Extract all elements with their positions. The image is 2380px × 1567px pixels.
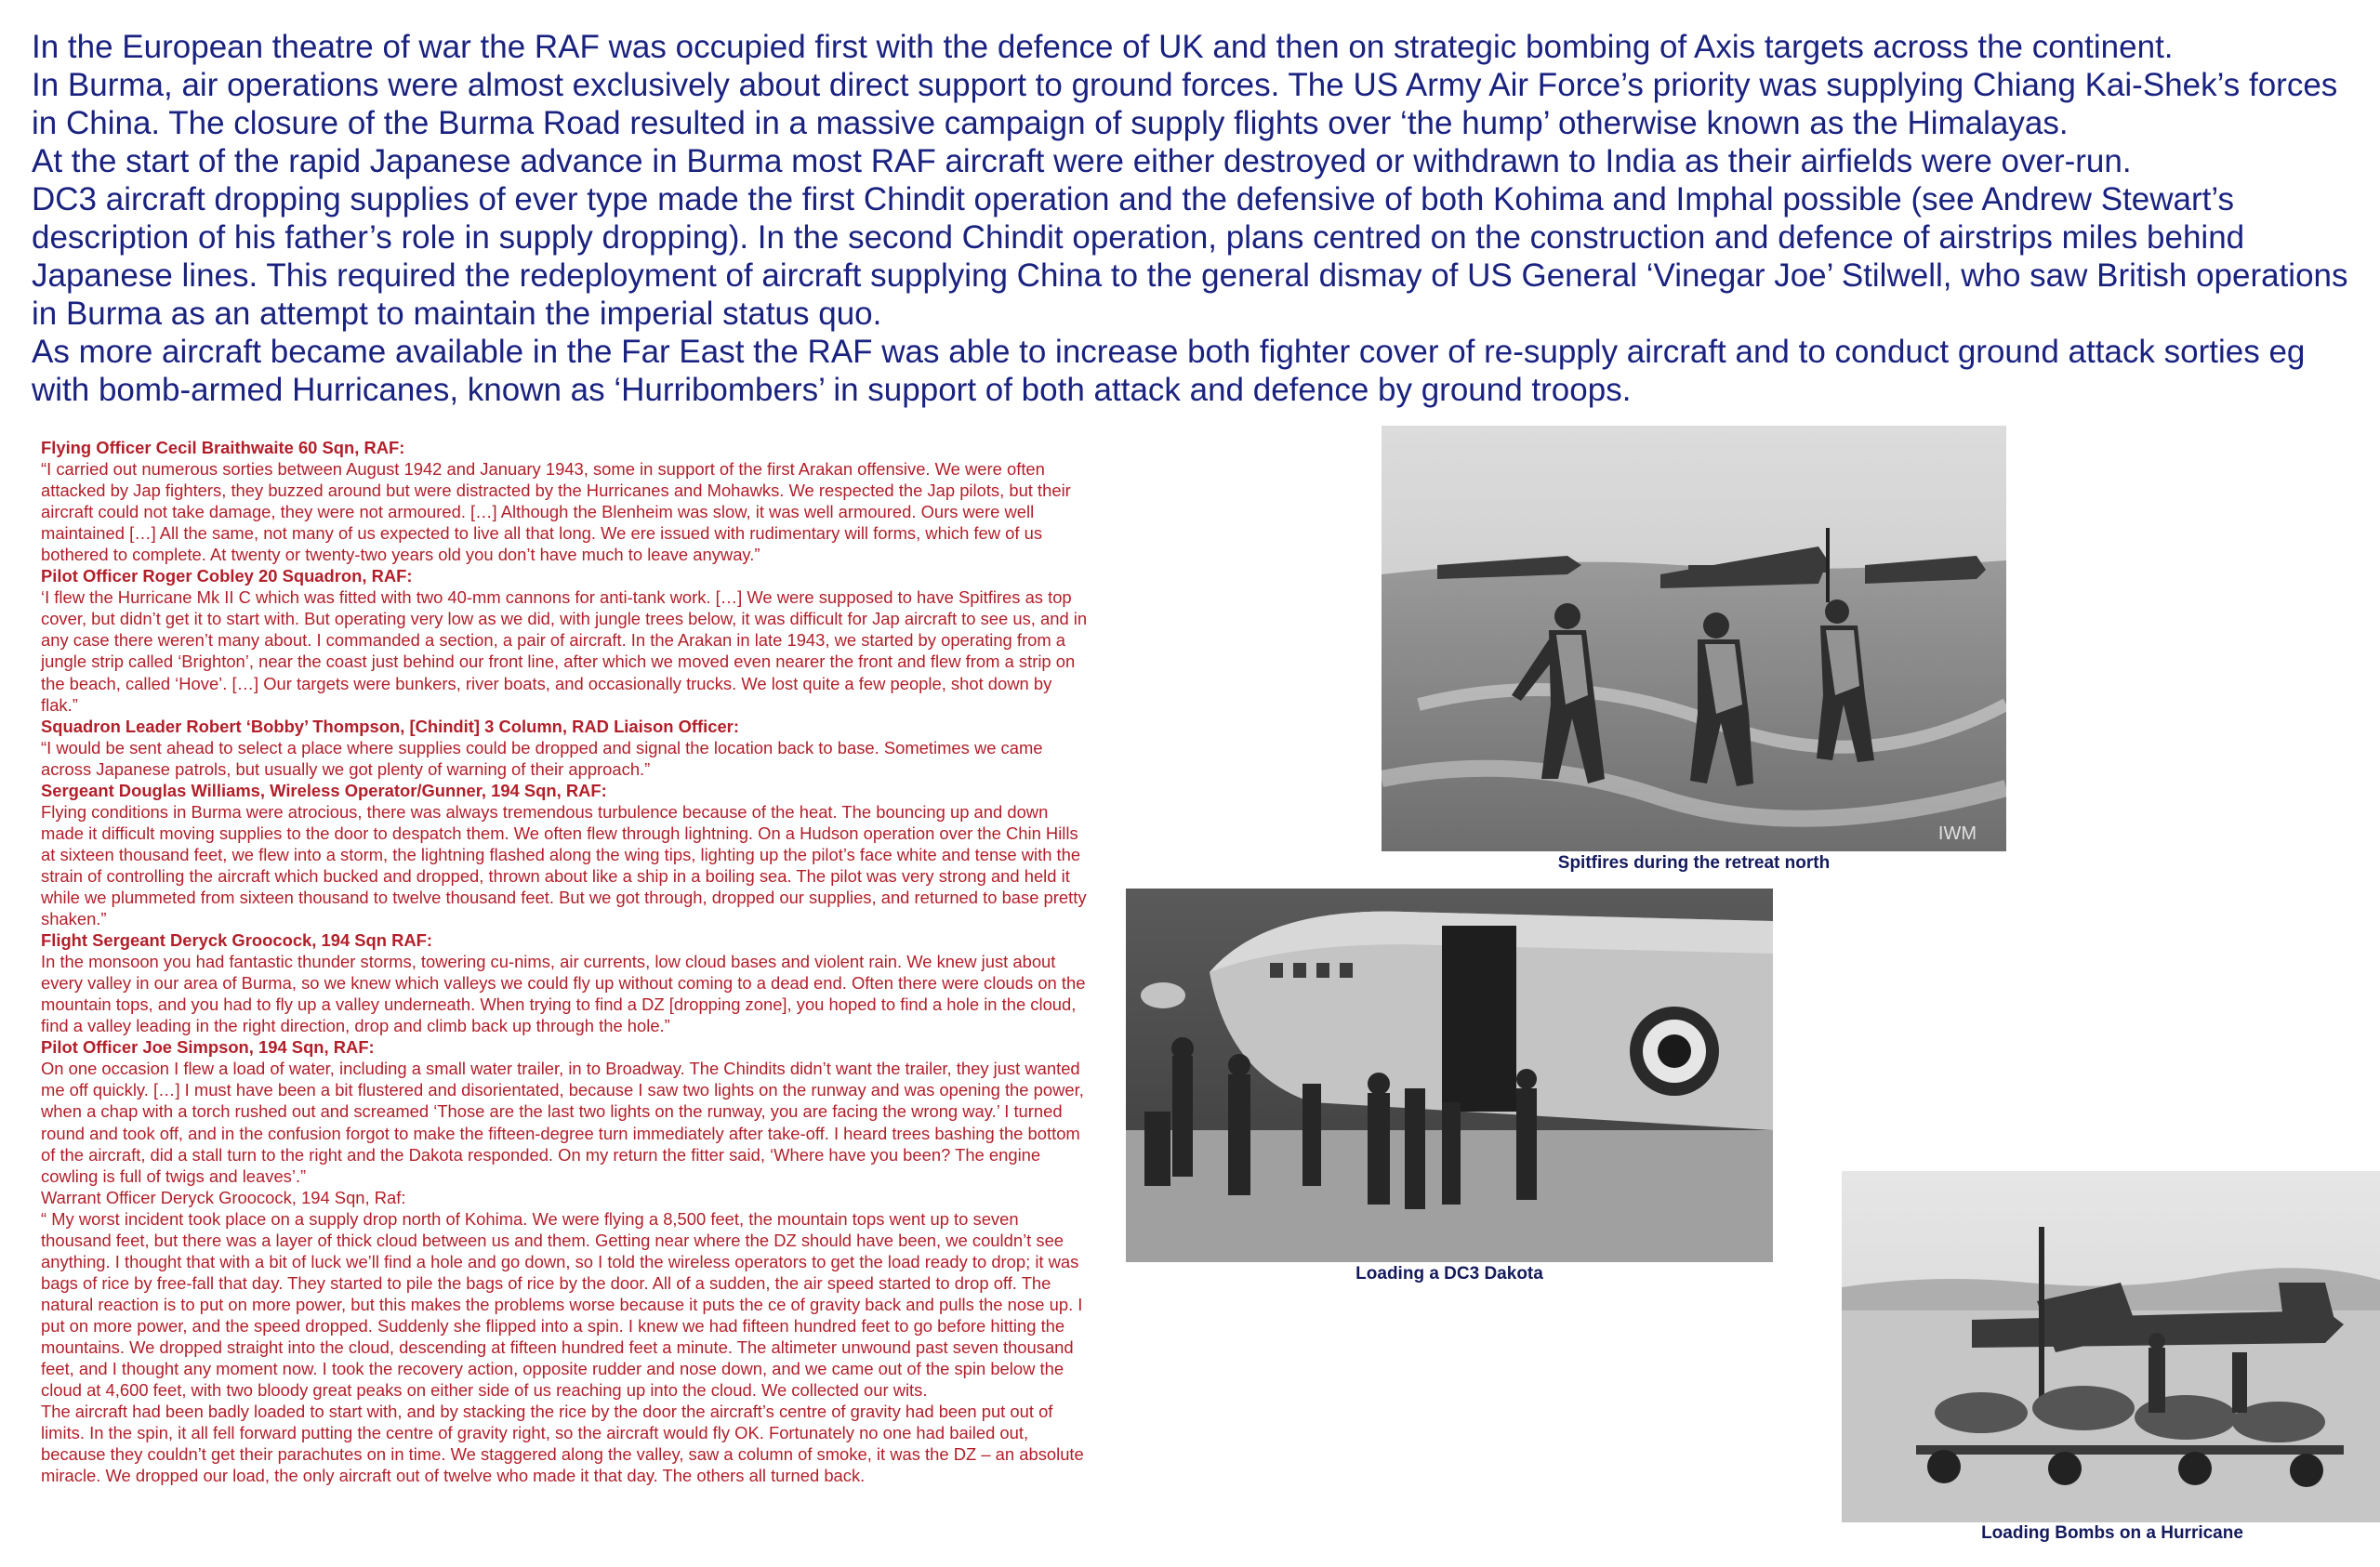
spitfires-photo bbox=[1382, 426, 2006, 851]
quote-speaker: Warrant Officer Deryck Groocock, 194 Sqn, Raf: bbox=[41, 1187, 406, 1207]
intro-paragraph: In Burma, air operations were almost exclusively about direct support to ground forces. The US Army Air Force’s priority was supplying Chiang Kai-Shek’s forces in China. The closure of the Burma Road resulted in a massive campaign of supply flights over ‘the hump’ otherwise known as the Himalayas. bbox=[32, 67, 2338, 141]
quote-speaker: Flight Sergeant Deryck Groocock, 194 Sqn RAF: bbox=[41, 930, 433, 951]
quote-text: “I would be sent ahead to select a place where supplies could be dropped and signal the location back to base. Sometimes we came across Japanese patrols, but usually we got plenty of warning of their approach.” bbox=[41, 737, 1043, 779]
veteran-quotes bbox=[41, 437, 1091, 1486]
spitfires-caption: Spitfires during the retreat north bbox=[1557, 853, 1831, 873]
quote-text: ‘I flew the Hurricane Mk II C which was fitted with two 40-mm cannons for anti-tank work. […] We were supposed to have Spitfires as top cover, but didn’t get it to start with. But operating very low as we did, with jungle trees below, it was difficult for Jap aircraft to see us, and in any case there weren’t many about. I commanded a section, a pair of aircraft. In the Arakan in late 1943, we started by operating from a jungle strip called ‘Brighton’, near the coast just behind our front line, after which we moved even nearer the front and flew from a strip on the beach, called ‘Hove’. […] Our targets were bunkers, river boats, and occasionally trucks. We lost quite a few people, shot down by flak.” bbox=[41, 587, 1088, 715]
quote-speaker: Sergeant Douglas Williams, Wireless Operator/Gunner, 194 Sqn, RAF: bbox=[41, 780, 607, 800]
quote-text: “ My worst incident took place on a supply drop north of Kohima. We were flying a 8,500 feet, the mountain tops went up to seven thousand feet, but there was a layer of thick cloud between us and them. Getting near where the DZ should have been, we couldn’t see anything. I thought that with a bit of luck we’ll find a hole and go down, so I told the wireless operators to get the load ready to drop; it was bags of rice by free-fall that day. They started to pile the bags of rice by the door. All of a sudden, the air speed started to drop off. The natural reaction is to put on more power, but this makes the problems worse because it puts the ce of gravity back and pulls the nose up. I put on more power, and the speed dropped. Suddenly she flipped into a spin. I knew we had fifteen hundred feet to go before hitting the mountains. We dropped straight into the cloud, descending at fifteen hundred feet a minute. The altimeter unwound past seven thousand feet, and I thought any moment now. I took the recovery action, opposite rudder and nose down, and we came out of the spin below the cloud at 4,600 feet, with two bloody great peaks on either side of us reaching up into the cloud. We collected our wits. bbox=[41, 1208, 1083, 1401]
quote-text: The aircraft had been badly loaded to start with, and by stacking the rice by the door the aircraft’s centre of gravity had been put out of limits. In the spin, it all fell forward putting the centre of gravity right, so the aircraft would fly OK. Fortunately no one had bailed out, because they couldn’t get their parachutes on in time. We staggered along the valley, saw a column of smoke, it was the DZ – an absolute miracle. We dropped our load, the only aircraft out of twelve who made it that day. The others all turned back. bbox=[41, 1402, 1084, 1486]
quote-text: In the monsoon you had fantastic thunder storms, towering cu-nims, air currents, low cloud bases and violent rain. We knew just about every valley in our area of Burma, so we knew which valleys we could fly up without coming to a dead end. Often there were clouds on the mountain tops, and you had to fly up a valley underneath. When trying to find a DZ [dropping zone], you hoped to find a hole in the cloud, find a valley leading in the right direction, drop and climb back up through the hole.” bbox=[41, 952, 1086, 1036]
dakota-photo bbox=[1126, 889, 1773, 1262]
iwm-watermark: IWM bbox=[1937, 823, 1977, 844]
quote-text: Flying conditions in Burma were atrocious, there was always tremendous turbulence because of the heat. The bouncing up and down made it difficult moving supplies to the door to despatch them. We often flew through lightning. On a Hudson operation over the Chin Hills at sixteen thousand feet, we flew into a storm, the lightning flashed along the wing tips, lighting up the pilot’s face white and tense with the strain of controlling the aircraft which bucked and dropped, thrown about like a ship in a boiling sea. The pilot was very strong and held it while we plummeted from sixteen thousand to twelve thousand feet. But we got through, dropped our supplies, and returned to base pretty shaken.” bbox=[41, 801, 1087, 929]
quote-speaker: Pilot Officer Roger Cobley 20 Squadron, RAF: bbox=[41, 566, 413, 586]
quote-text: On one occasion I flew a load of water, including a small water trailer, in to Broadway. The Chindits didn’t want the trailer, they just wanted me off quickly. […] I must have been a bit flustered and disorientated, because I saw two lights on the runway and was opening the power, when a chap with a torch rushed out and screamed ‘Those are the last two lights on the runway, you are facing the wrong way.’ I turned round and took off, and in the confusion forgot to make the fifteen-degree turn immediately after take-off. I heard trees bashing the bottom of the aircraft, did a stall turn to the right and the Dakota responded. On my return the fitter said, ‘Where have you been? The engine cowling is full of twigs and leaves’.” bbox=[41, 1059, 1084, 1186]
intro-paragraph: At the start of the rapid Japanese advance in Burma most RAF aircraft were either destroyed or withdrawn to India as their airfields were over-run. bbox=[32, 143, 2132, 179]
intro-paragraph: DC3 aircraft dropping supplies of ever type made the first Chindit operation and the defensive of both Kohima and Imphal possible (see Andrew Stewart’s description of his father’s role in supply dropping). In the second Chindit operation, plans centred on the construction and defence of airstrips miles behind Japanese lines. This required the redeployment of aircraft supplying China to the general dismay of US General ‘Vinegar Joe’ Stilwell, who saw British operations in Burma as an attempt to maintain the imperial status quo. bbox=[32, 181, 2348, 332]
quote-speaker: Pilot Officer Joe Simpson, 194 Sqn, RAF: bbox=[41, 1037, 375, 1058]
intro-paragraph: In the European theatre of war the RAF was occupied first with the defence of UK and then on strategic bombing of Axis targets across the continent. bbox=[32, 29, 2174, 65]
quote-speaker: Flying Officer Cecil Braithwaite 60 Sqn, RAF: bbox=[41, 438, 405, 457]
intro-text bbox=[32, 28, 2365, 409]
hurricane-caption: Loading Bombs on a Hurricane bbox=[1981, 1523, 2243, 1543]
dakota-caption: Loading a DC3 Dakota bbox=[1355, 1264, 1543, 1284]
intro-paragraph: As more aircraft became available in the Far East the RAF was able to increase both fighter cover of re-supply aircraft and to conduct ground attack sorties eg with bomb-armed Hurricanes, known as ‘Hurribombers’ in support of both attack and defence by ground troops. bbox=[32, 334, 2306, 408]
quote-text: “I carried out numerous sorties between August 1942 and January 1943, some in support of the first Arakan offensive. We were often attacked by Jap fighters, they buzzed around but were distracted by the Hurricanes and Mohawks. We respected the Jap pilots, but their aircraft could not take damage, they were not armoured. […] Although the Blenheim was slow, it was well armoured. Ours were well maintained […] All the same, not many of us expected to live all that long. We ere issued with rudimentary will forms, which few of us bothered to complete. At twenty or twenty-two years old you don’t have much to leave anyway.” bbox=[41, 459, 1071, 565]
hurricane-photo bbox=[1842, 1171, 2380, 1522]
quote-speaker: Squadron Leader Robert ‘Bobby’ Thompson, [Chindit] 3 Column, RAD Liaison Officer: bbox=[41, 716, 739, 736]
